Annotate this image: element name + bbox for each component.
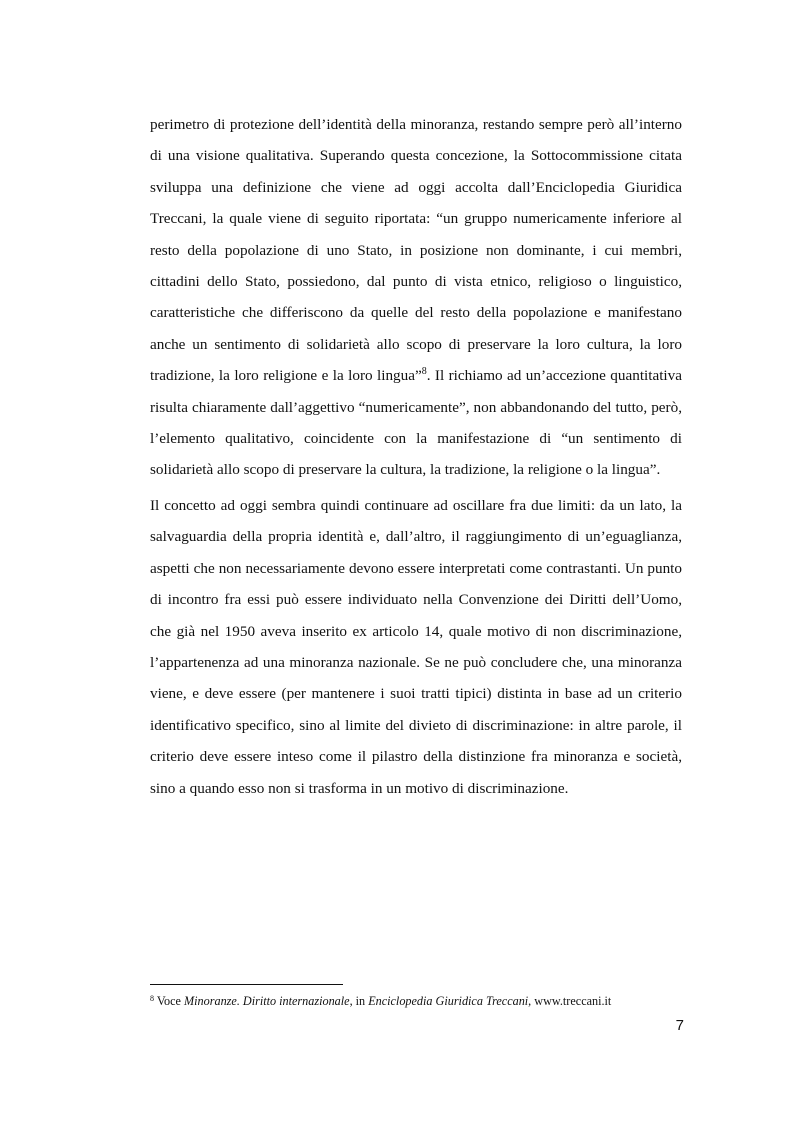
footnote-prefix: Voce [154,994,185,1008]
footnote [150,994,710,1009]
paragraph-1-text-a: perimetro di protezione dell’identità della minoranza, restando sempre però all’interno di una visione qualitativa. Superando questa concezione, la Sottocommissione citata sviluppa una definizione che viene ad oggi accolta dall’Enciclopedia Giuridica Treccani, la quale viene di seguito riportata: “un gruppo numericamente inferiore al resto della popolazione di uno Stato, in posizione non dominante, i cui membri, cittadini dello Stato, possiedono, dal punto di vista etnico, religioso o linguistico, caratteristiche che differiscono da quelle del resto della popolazione e manifestano anche un sentimento di solidarietà allo scopo di preservare la loro cultura, la loro tradizione, la loro religione e la loro lingua” [150,116,682,385]
footnote-number: 8 [150,994,154,1003]
footnote-separator [150,984,343,985]
page-number: 7 [675,1017,684,1034]
footnote-reference[interactable]: 8 [421,366,427,378]
body-text [150,109,682,804]
footnote-source: Enciclopedia Giuridica Treccani [368,994,529,1008]
footnote-suffix: , www.treccani.it [528,994,612,1008]
footnote-middle: , in [349,994,369,1008]
paragraph-1-text-b: . Il richiamo ad un’accezione quantitativa risulta chiaramente dall’aggettivo “numericamente”, non abbandonando del tutto, però, l’elemento qualitativo, coincidente con la manifestazione di “un sentimento di solidarietà allo scopo di preservare la cultura, la tradizione, la religione o la lingua”. [150,367,682,479]
paragraph-1 [150,109,682,486]
paragraph-2: Il concetto ad oggi sembra quindi continuare ad oscillare fra due limiti: da un lato, la salvaguardia della propria identità e, dall’altro, il raggiungimento di un’eguaglianza, aspetti che non necessariamente devono essere interpretati come contrastanti. Un punto di incontro fra essi può essere individuato nella Convenzione dei Diritti dell’Uomo, che già nel 1950 aveva inserito ex articolo 14, quale motivo di non discriminazione, l’appartenenza ad una minoranza nazionale. Se ne può concludere che, una minoranza viene, e deve essere (per mantenere i suoi tratti tipici) distinta in base ad un criterio identificativo specifico, sino al limite del divieto di discriminazione: in altre parole, il criterio deve essere inteso come il pilastro della distinzione fra minoranza e società, sino a quando esso non si trasforma in un motivo di discriminazione. [150,496,682,797]
footnote-title: Minoranze. Diritto internazionale [184,994,350,1008]
